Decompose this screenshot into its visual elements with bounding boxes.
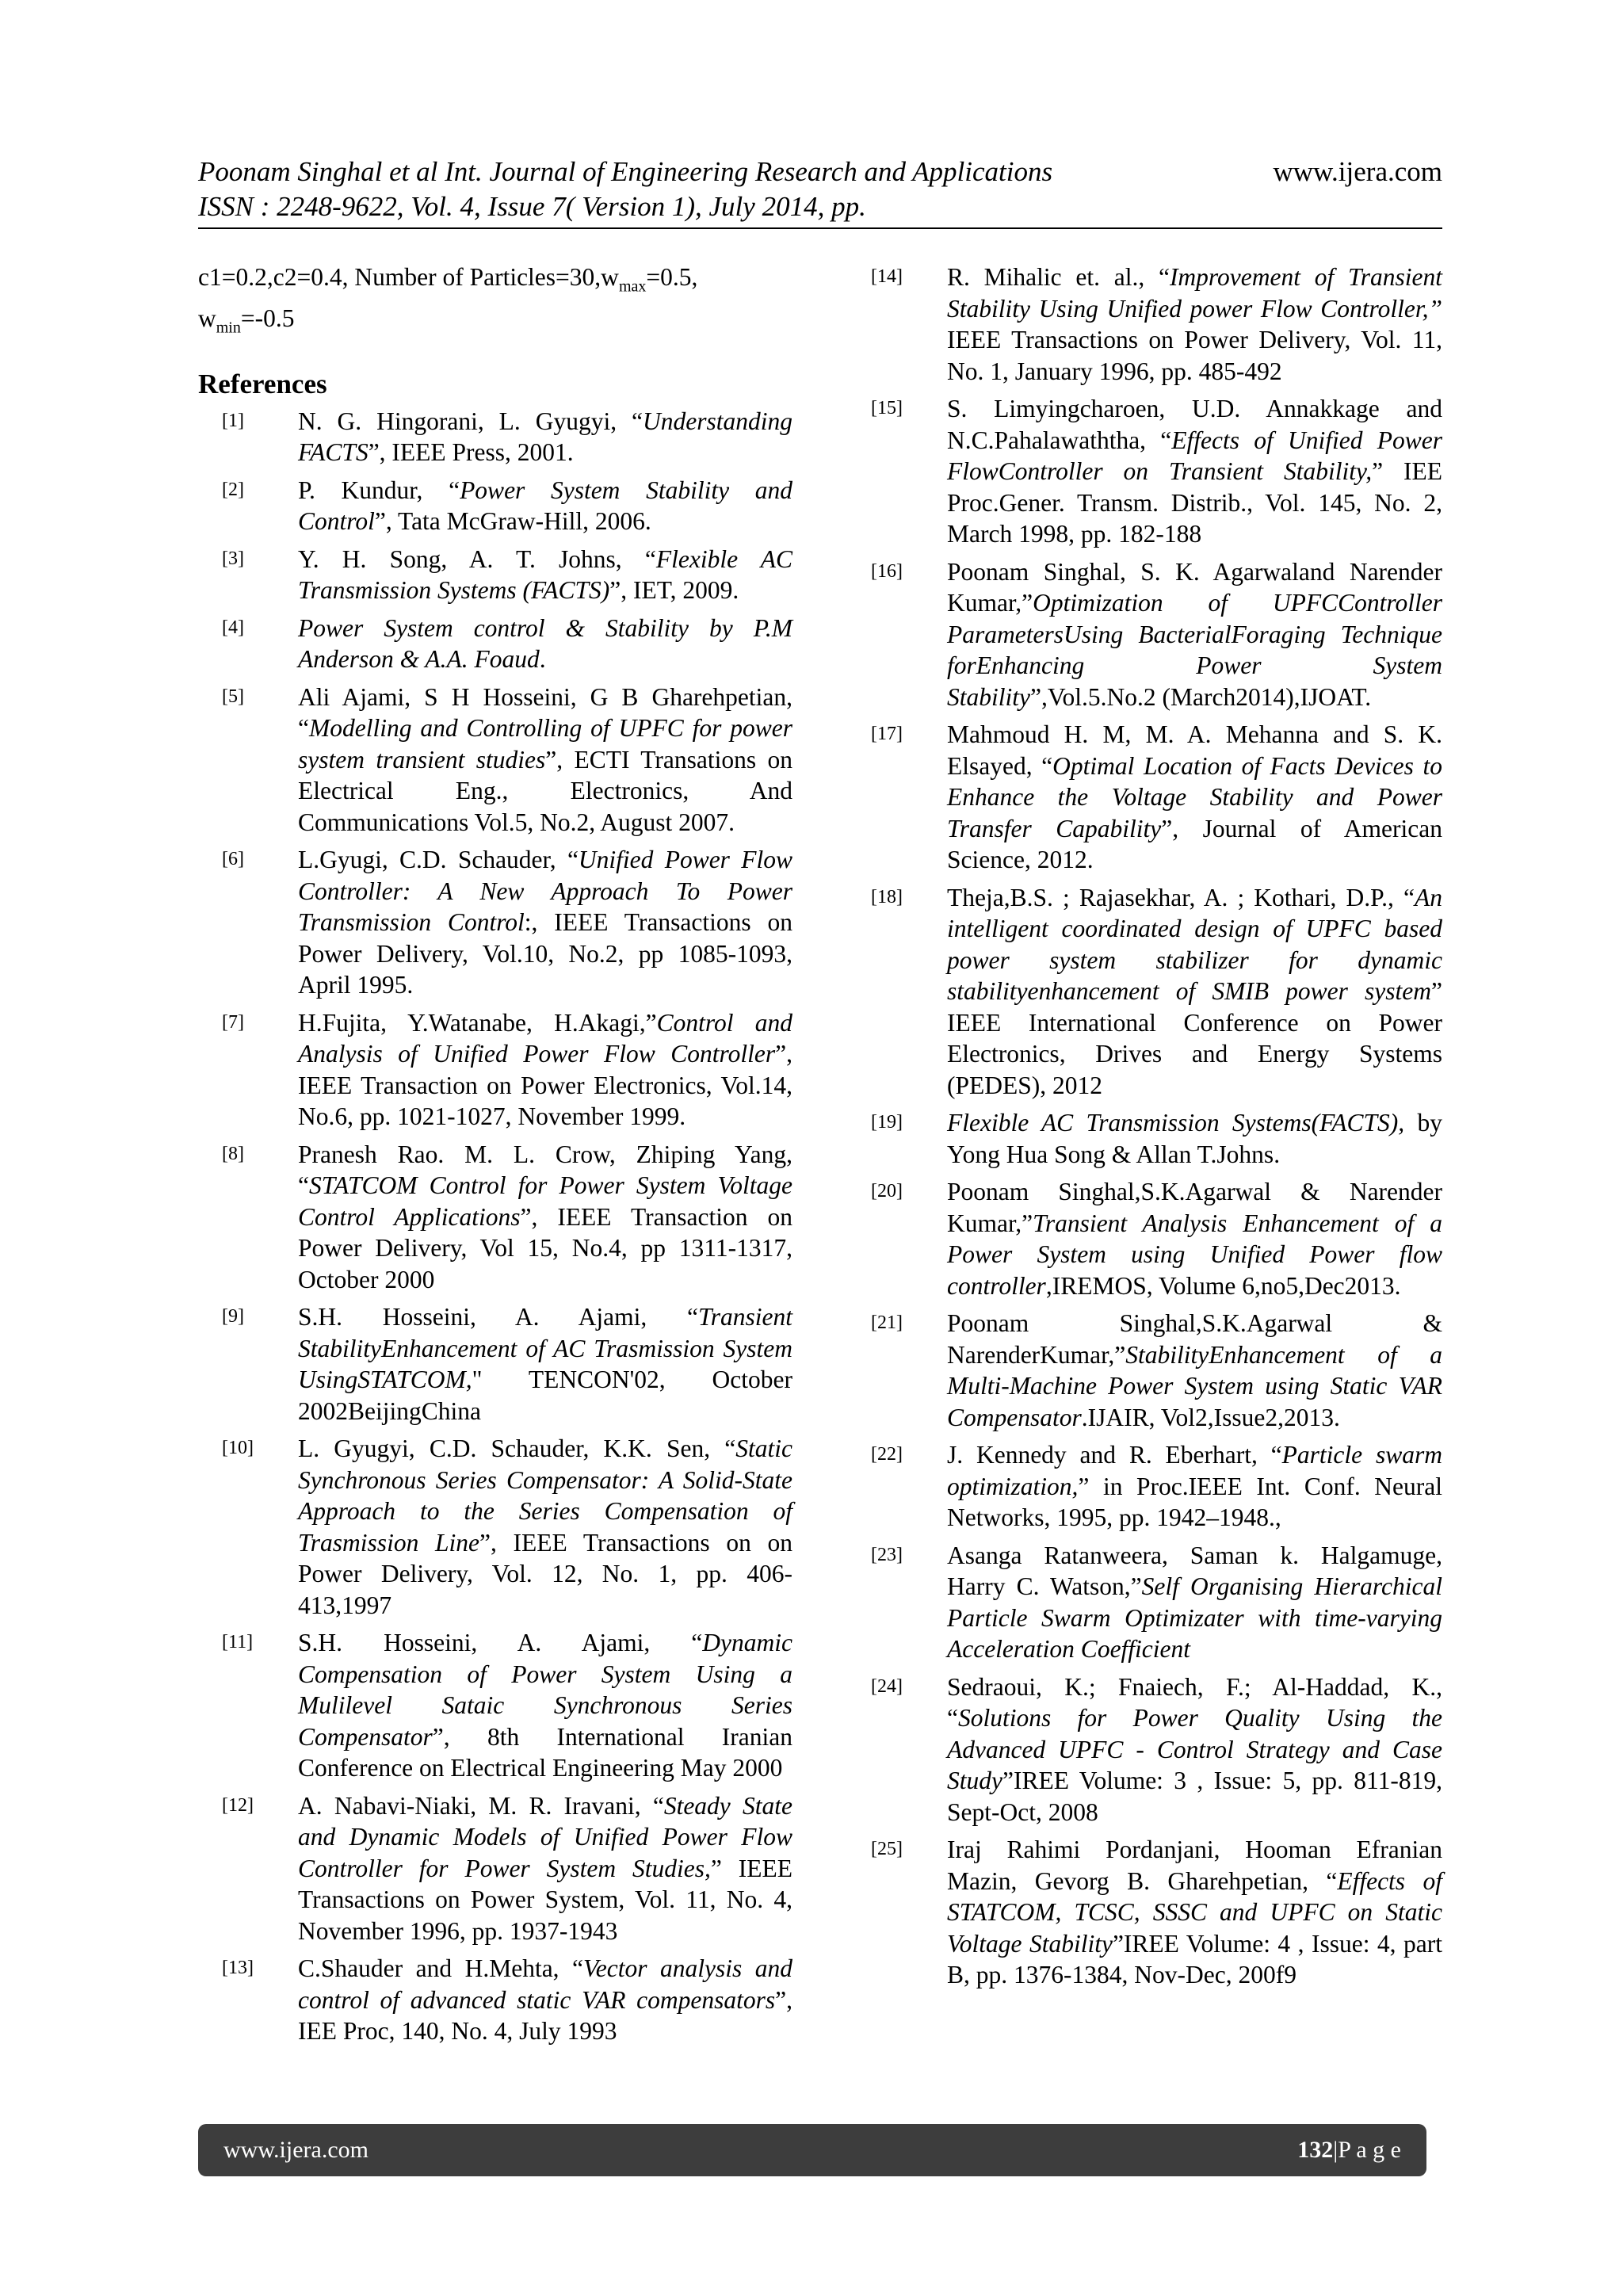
reference-text bbox=[298, 1301, 792, 1427]
reference-number: [19] bbox=[871, 1112, 903, 1133]
reference-text bbox=[947, 882, 1442, 1102]
footer-website: www.ijera.com bbox=[223, 2137, 369, 2163]
reference-post: ” IEEE Transactions on Power System, Vol. 11, No. 4, November 1996, pp. 1937-1943 bbox=[298, 1854, 792, 1945]
reference-post: ”, ECTI Transations on Electrical Eng., Electronics, And Communications Vol.5, No.2, August 2007. bbox=[298, 745, 792, 836]
reference-title: STATCOM Control for Power System Voltage Control Applications bbox=[298, 1171, 792, 1231]
right-column bbox=[868, 262, 1442, 1997]
reference-text bbox=[947, 1540, 1442, 1665]
reference-pre: L. Gyugyi, C.D. Schauder, K.K. Sen, “ bbox=[298, 1435, 736, 1463]
reference-pre: L.Gyugi, C.D. Schauder, “ bbox=[298, 846, 579, 874]
references-heading: References bbox=[198, 368, 327, 399]
reference-number: [8] bbox=[222, 1143, 244, 1164]
reference-text bbox=[947, 556, 1442, 713]
reference-number: [6] bbox=[222, 849, 244, 870]
reference-item bbox=[198, 475, 792, 537]
reference-title: StabilityEnhancement of a Multi-Machine Power System using Static VAR Compensator bbox=[947, 1340, 1442, 1431]
reference-post: ”, Tata McGraw-Hill, 2006. bbox=[374, 507, 651, 536]
reference-post: ”,Vol.5.No.2 (March2014),IJOAT. bbox=[1030, 682, 1372, 711]
reference-text bbox=[947, 262, 1442, 387]
reference-item bbox=[868, 393, 1442, 550]
reference-item bbox=[868, 262, 1442, 387]
reference-title: Control and Analysis of Unified Power Flow Controller bbox=[298, 1008, 792, 1068]
reference-post: " TENCON'02, October 2002BeijingChina bbox=[298, 1366, 792, 1425]
reference-number: [14] bbox=[871, 266, 903, 287]
reference-text bbox=[298, 1433, 792, 1621]
reference-item bbox=[198, 406, 792, 468]
header-rule bbox=[198, 227, 1442, 229]
reference-text bbox=[298, 613, 792, 675]
reference-pre: Iraj Rahimi Pordanjani, Hooman Efranian Mazin, Gevorg B. Gharehpetian, “ bbox=[947, 1836, 1442, 1895]
reference-title: Unified Power Flow Controller: A New Approach To Power Transmission Control bbox=[298, 846, 792, 937]
reference-number: [1] bbox=[222, 410, 244, 431]
reference-item bbox=[198, 1627, 792, 1784]
reference-post: ” in Proc.IEEE Int. Conf. Neural Networks, 1995, pp. 1942–1948., bbox=[947, 1472, 1442, 1531]
reference-text bbox=[947, 1107, 1442, 1170]
journal-title: Poonam Singhal et al Int. Journal of Engineering Research and Applications bbox=[198, 156, 1053, 187]
right-reference-list bbox=[868, 262, 1442, 1991]
reference-number: [21] bbox=[871, 1312, 903, 1333]
reference-number: [2] bbox=[222, 479, 244, 500]
reference-text bbox=[298, 1007, 792, 1133]
reference-number: [25] bbox=[871, 1839, 903, 1859]
reference-item bbox=[868, 1439, 1442, 1534]
reference-item bbox=[868, 1671, 1442, 1828]
reference-pre: Poonam Singhal,S.K.Agarwal & Narender Kumar,” bbox=[947, 1178, 1442, 1237]
reference-title: Optimization of UPFCController ParametersUsing BacterialForaging Technique forEnhancing Power System Stability bbox=[947, 589, 1442, 711]
page-footer bbox=[198, 2124, 1426, 2176]
reference-pre: Y. H. Song, A. T. Johns, “ bbox=[298, 544, 656, 573]
reference-item bbox=[198, 1007, 792, 1133]
reference-post: ” IEEE International Conference on Power Electronics, Drives and Energy Systems (PEDES), 2012 bbox=[947, 977, 1442, 1099]
reference-item bbox=[198, 1433, 792, 1621]
reference-number: [18] bbox=[871, 886, 903, 907]
reference-title: Improvement of Transient Stability Using Unified power Flow Controller,” bbox=[947, 263, 1442, 323]
reference-pre: S.H. Hosseini, A. Ajami, “ bbox=[298, 1629, 703, 1657]
reference-item bbox=[198, 682, 792, 839]
reference-title: Effects of Unified Power FlowController on Transient Stability, bbox=[947, 426, 1442, 485]
reference-text bbox=[298, 1790, 792, 1947]
reference-pre: Asanga Ratanweera, Saman k. Halgamuge, Harry C. Watson,” bbox=[947, 1541, 1442, 1600]
reference-title: Effects of STATCOM, TCSC, SSSC and UPFC on Static Voltage Stability bbox=[947, 1866, 1442, 1958]
reference-title: Flexible AC Transmission Systems(FACTS), bbox=[947, 1109, 1405, 1137]
reference-title: Static Synchronous Series Compensator: A Solid-State Approach to the Series Compensation of Trasmission Line bbox=[298, 1435, 792, 1557]
reference-title: Power System control & Stability by P.M Anderson & A.A. Foaud bbox=[298, 613, 792, 674]
reference-number: [24] bbox=[871, 1675, 903, 1697]
reference-text bbox=[947, 1439, 1442, 1534]
reference-post: .IJAIR, Vol2,Issue2,2013. bbox=[1081, 1403, 1340, 1431]
reference-number: [4] bbox=[222, 617, 244, 638]
reference-post: :, IEEE Transactions on Power Delivery, Vol.10, No.2, pp 1085-1093, April 1995. bbox=[298, 908, 792, 999]
reference-post: ”IREE Volume: 4 , Issue: 4, part B, pp. 1376-1384, Nov-Dec, 200f9 bbox=[947, 1929, 1442, 1988]
reference-number: [13] bbox=[222, 1958, 254, 1979]
reference-text bbox=[947, 1308, 1442, 1433]
reference-number: [7] bbox=[222, 1011, 244, 1033]
reference-post: ”, IEE Proc, 140, No. 4, July 1993 bbox=[298, 1985, 792, 2046]
reference-text bbox=[298, 1139, 792, 1296]
reference-pre: Theja,B.S. ; Rajasekhar, A. ; Kothari, D.P., “ bbox=[947, 883, 1415, 911]
reference-post: ,IREMOS, Volume 6,no5,Dec2013. bbox=[1045, 1271, 1401, 1300]
reference-post: ”, IEEE Press, 2001. bbox=[368, 438, 574, 467]
reference-item bbox=[868, 556, 1442, 713]
reference-number: [9] bbox=[222, 1306, 244, 1328]
reference-number: [5] bbox=[222, 686, 244, 707]
reference-pre: A. Nabavi-Niaki, M. R. Iravani, “ bbox=[298, 1791, 664, 1820]
left-column bbox=[198, 262, 792, 2053]
reference-title: Self Organising Hierarchical Particle Swarm Optimizater with time-varying Acceleration Coefficient bbox=[947, 1572, 1442, 1663]
reference-title: An intelligent coordinated design of UPFC based power system stabilizer for dynamic stabilityenhancement of SMIB power system bbox=[947, 883, 1442, 1005]
reference-title: Understanding FACTS bbox=[298, 407, 792, 467]
reference-number: [15] bbox=[871, 398, 903, 418]
reference-text bbox=[947, 1176, 1442, 1301]
reference-item bbox=[868, 1176, 1442, 1301]
reference-text bbox=[298, 1627, 792, 1784]
issn-line: ISSN : 2248-9622, Vol. 4, Issue 7( Version 1), July 2014, pp. bbox=[198, 191, 866, 222]
reference-item bbox=[868, 1308, 1442, 1433]
reference-post: ”, IEEE Transaction on Power Delivery, Vol 15, No.4, pp 1311-1317, October 2000 bbox=[298, 1202, 792, 1293]
reference-text bbox=[298, 1953, 792, 2047]
reference-pre: N. G. Hingorani, L. Gyugyi, “ bbox=[298, 407, 643, 435]
left-reference-list bbox=[198, 406, 792, 2047]
reference-text bbox=[298, 544, 792, 606]
reference-item bbox=[198, 613, 792, 675]
reference-number: [3] bbox=[222, 548, 244, 569]
reference-pre: C.Shauder and H.Mehta, “ bbox=[298, 1954, 584, 1983]
reference-item bbox=[868, 1834, 1442, 1991]
reference-text bbox=[298, 682, 792, 839]
reference-title: Solutions for Power Quality Using the Advanced UPFC - Control Strategy and Case Study bbox=[947, 1704, 1442, 1794]
reference-title: Optimal Location of Facts Devices to Enhance the Voltage Stability and Power Transfer Capability bbox=[947, 751, 1442, 842]
reference-text bbox=[947, 719, 1442, 876]
reference-text bbox=[947, 1671, 1442, 1828]
reference-number: [12] bbox=[222, 1794, 254, 1816]
reference-item bbox=[198, 1139, 792, 1296]
reference-item bbox=[198, 1790, 792, 1947]
reference-title: Transient Analysis Enhancement of a Power System using Unified Power flow controller bbox=[947, 1209, 1442, 1300]
pso-parameters: c1=0.2,c2=0.4, Number of $Particles=30,w_{max}=0.5$, $w_{min}=-0.5$ bbox=[198, 263, 698, 337]
reference-pre: Poonam Singhal,S.K.Agarwal & NarenderKumar,” bbox=[947, 1309, 1442, 1369]
reference-item bbox=[198, 1301, 792, 1427]
reference-pre: Mahmoud H. M, M. A. Mehanna and S. K. Elsayed, “ bbox=[947, 720, 1442, 780]
page-header bbox=[198, 155, 1442, 224]
reference-post: ”, IEEE Transactions on on Power Delivery, Vol. 12, No. 1, pp. 406-413,1997 bbox=[298, 1528, 792, 1619]
reference-pre: Sedraoui, K.; Fnaiech, F.; Al-Haddad, K., “ bbox=[947, 1672, 1442, 1732]
reference-pre: R. Mihalic et. al., “ bbox=[947, 263, 1170, 291]
reference-post: by Yong Hua Song & Allan T.Johns. bbox=[947, 1109, 1443, 1168]
reference-item bbox=[198, 844, 792, 1001]
reference-title: Particle swarm optimization, bbox=[947, 1441, 1442, 1500]
reference-item bbox=[198, 544, 792, 606]
page-number: 132|P a g e bbox=[1297, 2137, 1401, 2163]
reference-post: ”IREE Volume: 3 , Issue: 5, pp. 811-819, Sept-Oct, 2008 bbox=[947, 1767, 1442, 1826]
reference-number: [20] bbox=[871, 1181, 903, 1201]
reference-title: Vector analysis and control of advanced static VAR compensators bbox=[298, 1954, 792, 2014]
reference-pre: Ali Ajami, S H Hosseini, G B Gharehpetian, “ bbox=[298, 682, 792, 743]
reference-number: [11] bbox=[222, 1632, 254, 1653]
reference-pre: S. Limyingcharoen, U.D. Annakkage and N.C.Pahalawaththa, “ bbox=[947, 395, 1442, 454]
reference-number: [23] bbox=[871, 1544, 903, 1565]
reference-post: IEEE Transactions on Power Delivery, Vol. 11, No. 1, January 1996, pp. 485-492 bbox=[947, 326, 1442, 385]
reference-item bbox=[868, 1540, 1442, 1665]
reference-pre: S.H. Hosseini, A. Ajami, “ bbox=[298, 1303, 698, 1331]
reference-post: ”, IEEE Transaction on Power Electronics, Vol.14, No.6, pp. 1021-1027, November 1999. bbox=[298, 1040, 792, 1131]
reference-post: ”, IET, 2009. bbox=[609, 576, 739, 605]
reference-item bbox=[868, 719, 1442, 876]
header-website: www.ijera.com bbox=[1273, 156, 1442, 187]
reference-number: [16] bbox=[871, 560, 903, 582]
reference-number: [17] bbox=[871, 724, 903, 744]
reference-item bbox=[868, 882, 1442, 1102]
reference-pre: H.Fujita, Y.Watanabe, H.Akagi,” bbox=[298, 1008, 657, 1037]
reference-text bbox=[298, 406, 792, 468]
reference-text bbox=[298, 475, 792, 537]
reference-text bbox=[947, 393, 1442, 550]
reference-pre: Poonam Singhal, S. K. Agarwaland Narender Kumar,” bbox=[947, 557, 1442, 617]
reference-post: ”, Journal of American Science, 2012. bbox=[947, 814, 1442, 873]
reference-number: [22] bbox=[871, 1444, 903, 1465]
reference-title: Flexible AC Transmission Systems (FACTS) bbox=[298, 544, 792, 605]
reference-post: ”, 8th International Iranian Conference on Electrical Engineering May 2000 bbox=[298, 1722, 792, 1782]
reference-item bbox=[868, 1107, 1442, 1170]
reference-pre: Pranesh Rao. M. L. Crow, Zhiping Yang, “ bbox=[298, 1140, 792, 1200]
reference-title: Transient StabilityEnhancement of AC Trasmission System UsingSTATCOM, bbox=[298, 1303, 792, 1394]
reference-pre: J. Kennedy and R. Eberhart, “ bbox=[947, 1441, 1282, 1469]
reference-title: Modelling and Controlling of UPFC for power system transient studies bbox=[298, 714, 792, 774]
reference-title: Power System Stability and Control bbox=[298, 476, 792, 536]
reference-text bbox=[298, 844, 792, 1001]
reference-post: ” IEE Proc.Gener. Transm. Distrib., Vol. 145, No. 2, March 1998, pp. 182-188 bbox=[947, 457, 1442, 548]
reference-title: Dynamic Compensation of Power System Using a Mulilevel Sataic Synchronous Series Compensator bbox=[298, 1629, 792, 1751]
reference-number: [10] bbox=[222, 1438, 254, 1459]
reference-title: Steady State and Dynamic Models of Unified Power Flow Controller for Power System Studies, bbox=[298, 1791, 792, 1882]
reference-item bbox=[198, 1953, 792, 2047]
reference-pre: P. Kundur, “ bbox=[298, 476, 460, 504]
reference-post: . bbox=[539, 645, 546, 674]
reference-text bbox=[947, 1834, 1442, 1991]
